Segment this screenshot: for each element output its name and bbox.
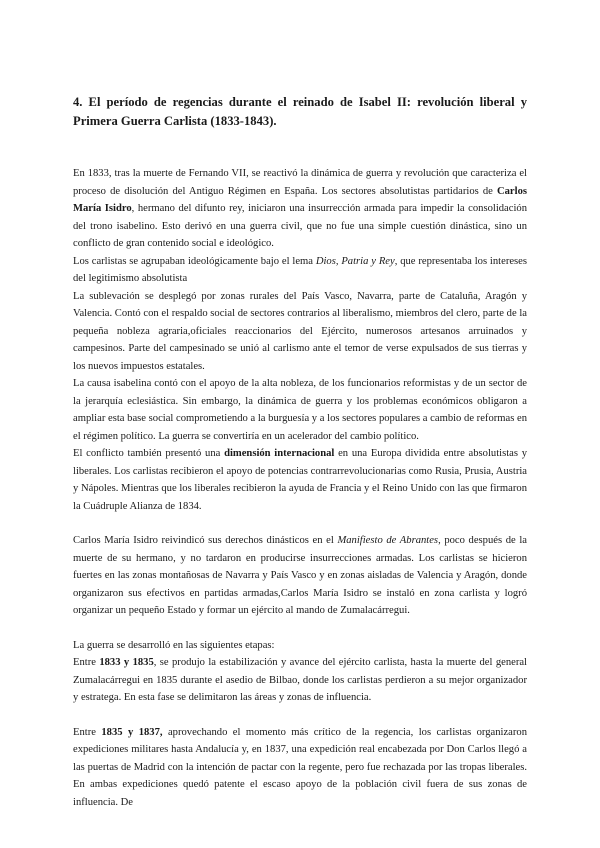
paragraph-dimension-internacional: El conflicto también presentó una dimensión internacional en una Europa dividida entre absolutistas y liberales. Los carlistas recibieron el apoyo de potencias contrarrevolucionarias como Rusia, Prusia, Austria y Nápoles. Mientras que los liberales recibieron la ayuda de Francia y el Reino Unido con las que firmaron la Cuádruple Alianza de 1834.: [73, 448, 527, 512]
bold-carlos-maria-isidro: Carlos María Isidro: [73, 185, 527, 214]
section-heading: 4. El período de regencias durante el reinado de Isabel II: revolución liberal y Primera Guerra Carlista (1833-1843).: [73, 95, 527, 128]
paragraph-spacer: [73, 620, 527, 637]
paragraph-spacer: [73, 515, 527, 532]
italic-manifiesto: Manifiesto de Abrantes: [337, 535, 439, 546]
bold-dimension-internacional: dimensión internacional: [224, 448, 335, 459]
paragraph-intro: En 1833, tras la muerte de Fernando VII, se reactivó la dinámica de guerra y revolución que caracteriza el proceso de disolución del Antiguo Régimen en España. Los sectores absolutistas partidarios de Carlos María Isidro, hermano del difunto rey, iniciaron una insurrección armada para impedir la consolidación del trono isabelino. Esto derivó en una guerra civil, que no fue una simple cuestión dinástica, sino un conflicto de gran contenido social e ideológico.: [73, 168, 527, 249]
paragraph-causa-isabelina: La causa isabelina contó con el apoyo de la alta nobleza, de los funcionarios reformistas y de un sector de la jerarquía eclesiástica. Sin embargo, la dinámica de guerra y los problemas económicos obligaron a ampliar esta base social comprometiendo a la burguesía y a los sectores populares a cambio de reformas en el régimen político. La guerra se convertiría en un acelerador del cambio político.: [73, 378, 527, 442]
paragraph-etapa-1833-1835: Entre 1833 y 1835, se produjo la estabilización y avance del ejército carlista, hasta la muerte del general Zumalacárregui en 1835 durante el asedio de Bilbao, donde los carlistas perdieron a su mejor organizador y estratega. En esta fase se delimitaron las áreas y zonas de influencia.: [73, 657, 527, 703]
bold-1835-1837: 1835 y 1837,: [101, 726, 163, 738]
paragraph-spacer: [73, 707, 527, 724]
bold-1833-1835: 1833 y 1835: [99, 657, 154, 668]
paragraph-lema: Los carlistas se agrupaban ideológicamente bajo el lema Dios, Patria y Rey, que representaba los intereses del legitimismo absolutista: [73, 255, 527, 284]
paragraph-etapa-1835-1837: Entre 1835 y 1837, aprovechando el momento más crítico de la regencia, los carlistas organizaron expediciones militares hasta Andalucía y, en 1837, una expedición real encabezada por Don Carlos llegó a las puertas de Madrid con la intención de pactar con la regente, pero fue rechazada por las tropas liberales. En ambas expediciones quedó patente el escaso apoyo de la población civil fuera de sus zonas de influencia. De: [73, 726, 528, 808]
italic-lema: Dios, Patria y Rey: [315, 255, 395, 267]
paragraph-sublevacion: La sublevación se desplegó por zonas rurales del País Vasco, Navarra, parte de Cataluña, Aragón y Valencia. Contó con el respaldo social de sectores contrarios al liberalismo, miembros del clero, parte de la pequeña nobleza agraria,oficiales reaccionarios del Ejército, numerosos artesanos arruinados y campesinos. Parte del campesinado se unió al carlismo ante el temor de verse expulsados de sus tierras y los nuevos impuestos estatales.: [73, 290, 527, 372]
paragraph-etapas-intro: La guerra se desarrolló en las siguientes etapas:: [73, 639, 275, 651]
paragraph-manifiesto: Carlos María Isidro reivindicó sus derechos dinásticos en el Manifiesto de Abrantes, poco después de la muerte de su hermano, y no tardaron en producirse insurrecciones armadas. Los carlistas se hicieron fuertes en las zonas montañosas de Navarra y País Vasco y en zonas aisladas de Valencia y Aragón, donde organizaron sus efectivos en partidas armadas,Carlos María Isidro se instaló en zona carlista y logró organizar un pequeño Estado y formar un ejército al mando de Zumalacárregui.: [73, 535, 527, 616]
